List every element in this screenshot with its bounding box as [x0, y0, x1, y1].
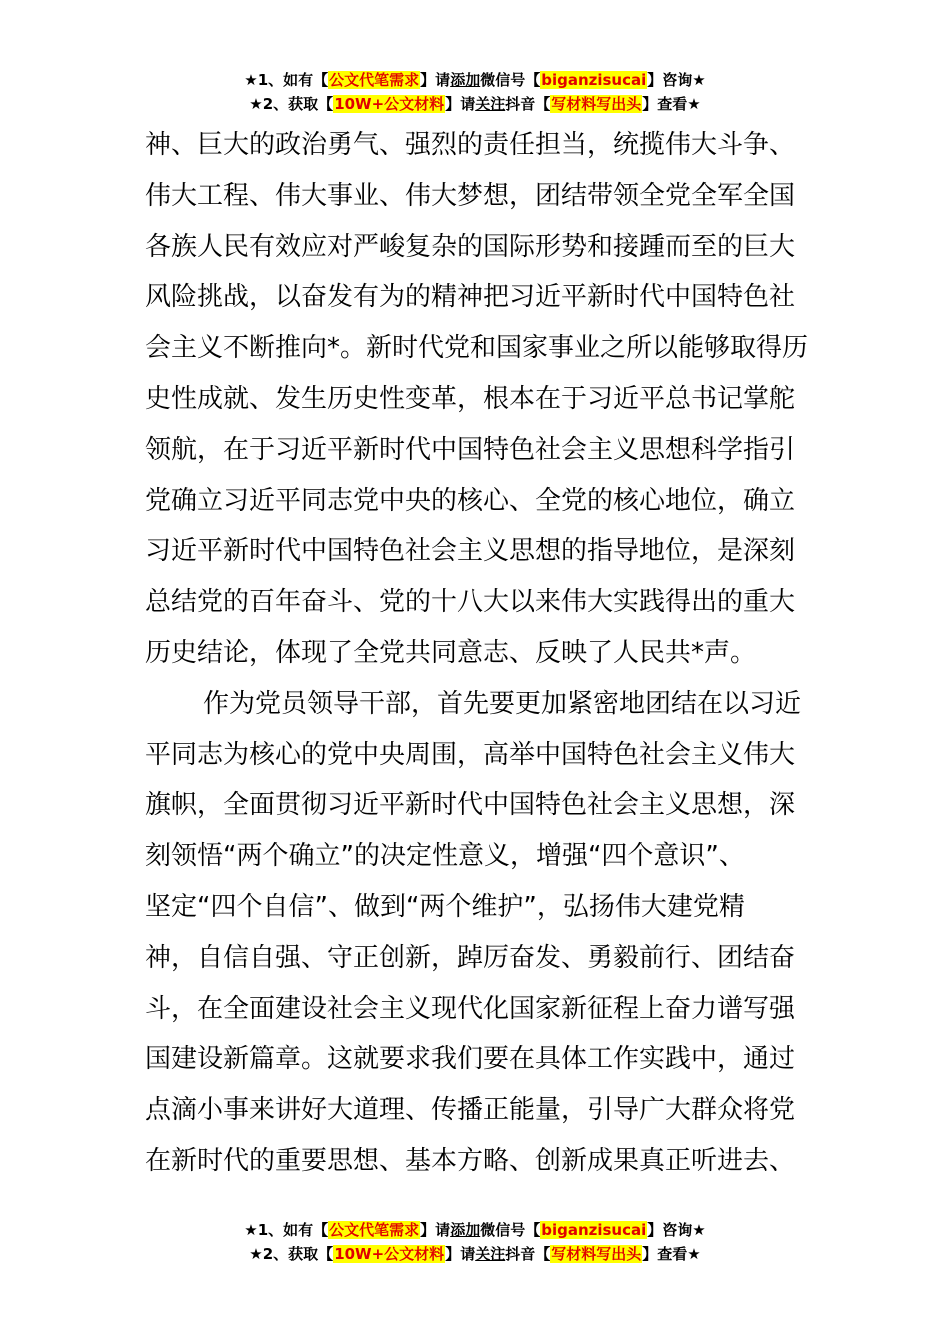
- banner-text: 】请: [420, 71, 451, 89]
- text-line: 斗，在全面建设社会主义现代化国家新征程上奋力谱写强: [145, 993, 796, 1024]
- paragraph-2: [145, 679, 815, 1187]
- text-line: 刻领悟“两个确立”的决定性意义，增强“四个意识”、: [145, 841, 745, 872]
- banner-line-1: [0, 68, 950, 92]
- text-line: 神，自信自强、守正创新，踔厉奋发、勇毅前行、团结奋: [145, 942, 796, 973]
- banner-highlight: 公文代笔需求: [329, 1221, 420, 1239]
- text-line: 各族人民有效应对严峻复杂的国际形势和接踵而至的巨大: [145, 231, 796, 262]
- text-line: 神、巨大的政治勇气、强烈的责任担当，统揽伟大斗争、: [145, 130, 796, 160]
- text-line: 历史结论，体现了全党共同意志、反映了人民共*声。: [145, 637, 757, 668]
- bottom-banner: [0, 1218, 950, 1266]
- banner-text: 抖音【: [505, 95, 551, 113]
- banner-text: ★1、如有【: [244, 71, 329, 89]
- banner-text: 】请: [445, 95, 476, 113]
- banner-text: 微信号【: [480, 71, 541, 89]
- banner-text: 】查看★: [642, 95, 701, 113]
- banner-highlight: 10W+公文材料: [334, 1245, 445, 1263]
- banner-line-1: [0, 1218, 950, 1242]
- banner-highlight: 10W+公文材料: [334, 95, 445, 113]
- document-body: [145, 120, 815, 1187]
- banner-highlight: biganzisucai: [541, 1221, 647, 1239]
- text-line: 风险挑战，以奋发有为的精神把习近平新时代中国特色社: [145, 282, 796, 313]
- banner-text: ★1、如有【: [244, 1221, 329, 1239]
- banner-highlight: 写材料写出头: [551, 1245, 642, 1263]
- text-line: 会主义不断推向*。新时代党和国家事业之所以能够取得历: [145, 333, 809, 364]
- banner-underlined: 关注: [475, 1245, 506, 1263]
- banner-text: ★2、获取【: [249, 1245, 334, 1263]
- banner-text: 】请: [445, 1245, 476, 1263]
- banner-text: ★2、获取【: [249, 95, 334, 113]
- banner-underlined: 关注: [475, 95, 506, 113]
- text-line: 点滴小事来讲好大道理、传播正能量，引导广大群众将党: [145, 1095, 796, 1126]
- text-line: 党确立习近平同志党中央的核心、全党的核心地位，确立: [145, 485, 796, 516]
- banner-highlight: biganzisucai: [541, 71, 647, 89]
- paragraph-1: [145, 120, 815, 679]
- text-line: 坚定“四个自信”、做到“两个维护”，弘扬伟大建党精: [145, 891, 745, 922]
- banner-text: 】咨询★: [647, 71, 706, 89]
- banner-highlight: 公文代笔需求: [329, 71, 420, 89]
- text-line: 作为党员领导干部，首先要更加紧密地团结在以习近: [203, 688, 802, 719]
- banner-text: 抖音【: [505, 1245, 551, 1263]
- text-line: 总结党的百年奋斗、党的十八大以来伟大实践得出的重大: [145, 587, 796, 618]
- text-line: 习近平新时代中国特色社会主义思想的指导地位，是深刻: [145, 536, 796, 567]
- text-line: 在新时代的重要思想、基本方略、创新成果真正听进去、: [145, 1145, 796, 1176]
- banner-underlined: 添加: [450, 1221, 481, 1239]
- banner-text: 】咨询★: [647, 1221, 706, 1239]
- banner-text: 微信号【: [480, 1221, 541, 1239]
- banner-line-2: [0, 1242, 950, 1266]
- text-line: 旗帜，全面贯彻习近平新时代中国特色社会主义思想，深: [145, 790, 796, 821]
- top-banner: [0, 68, 950, 116]
- text-line: 伟大工程、伟大事业、伟大梦想，团结带领全党全军全国: [145, 180, 796, 211]
- banner-highlight: 写材料写出头: [551, 95, 642, 113]
- text-line: 平同志为核心的党中央周围，高举中国特色社会主义伟大: [145, 739, 796, 770]
- text-line: 领航，在于习近平新时代中国特色社会主义思想科学指引: [145, 434, 796, 465]
- text-line: 国建设新篇章。这就要求我们要在具体工作实践中，通过: [145, 1044, 796, 1075]
- banner-underlined: 添加: [450, 71, 481, 89]
- banner-text: 】请: [420, 1221, 451, 1239]
- text-line: 史性成就、发生历史性变革，根本在于习近平总书记掌舵: [145, 383, 796, 414]
- banner-text: 】查看★: [642, 1245, 701, 1263]
- banner-line-2: [0, 92, 950, 116]
